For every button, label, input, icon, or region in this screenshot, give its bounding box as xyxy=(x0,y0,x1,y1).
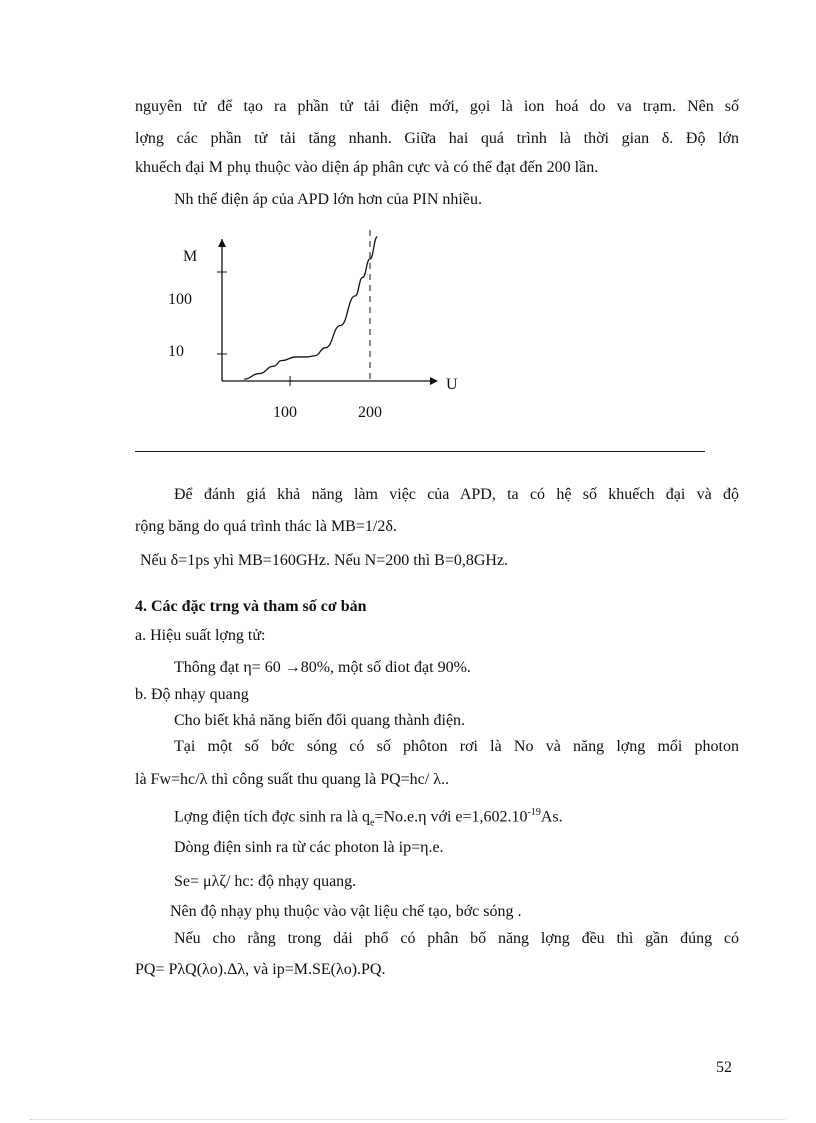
item-a-value: Thông đạt η= 60 →80%, một số diot đạt 90%. xyxy=(174,659,471,676)
charge-line xyxy=(174,803,563,834)
dependence-line: Nên độ nhạy phụ thuộc vào vật liệu chế tạo, bớc sóng . xyxy=(170,903,522,920)
approx-line-1: Nếu cho rằng trong dải phổ có phân bố năng lợng đều thì gần đúng có xyxy=(174,930,739,947)
mb-line-1: Để đánh giá khả năng làm việc của APD, ta có hệ số khuếch đại và độ xyxy=(174,486,739,503)
y-tick-label: 10 xyxy=(168,343,184,360)
y-axis-arrow xyxy=(218,239,226,247)
item-b-line-1: Cho biết khả năng biến đổi quang thành điện. xyxy=(174,712,466,729)
charge-mid: =No.e.η với e=1,602.10 xyxy=(374,808,528,826)
x-tick-label: 200 xyxy=(358,404,382,421)
intro-line-1: nguyên tử để tạo ra phần tử tải điện mới, gọi là ion hoá do va trạm. Nên số xyxy=(135,98,739,115)
charge-post: As. xyxy=(540,808,563,826)
x-tick-label: 100 xyxy=(273,404,297,421)
section-heading: 4. Các đặc trng và tham số cơ bản xyxy=(135,598,367,615)
y-tick-label: 100 xyxy=(168,291,192,308)
sensitivity-line: Se= μλζ/ hc: độ nhạy quang. xyxy=(174,873,357,890)
y-axis-label: M xyxy=(183,248,198,265)
footer-dotted-line xyxy=(30,1119,786,1120)
x-axis-label: U xyxy=(446,376,458,393)
current-line: Dòng điện sinh ra từ các photon là ip=η.e. xyxy=(174,839,444,856)
mb-example: Nếu δ=1ps yhì MB=160GHz. Nếu N=200 thì B=0,8GHz. xyxy=(140,552,509,569)
intro-line-3: khuếch đại M phụ thuộc vào diện áp phân cực và có thể đạt đến 200 lần. xyxy=(135,159,599,176)
intro-line-4: Nh thế điện áp của APD lớn hơn của PIN nhiều. xyxy=(174,191,482,208)
page-number: 52 xyxy=(716,1059,732,1076)
gain-voltage-chart xyxy=(0,225,816,455)
item-a-label: a. Hiệu suất lợng tử: xyxy=(135,627,266,644)
mb-line-2: rộng băng do quá trình thác là MB=1/2δ. xyxy=(135,518,397,535)
gain-curve xyxy=(244,237,377,379)
x-axis-arrow xyxy=(430,377,438,385)
item-b-line-2b: là Fw=hc/λ thì công suất thu quang là PQ=hc/ λ.. xyxy=(135,771,449,788)
charge-sub: e xyxy=(369,817,375,829)
intro-line-2: lợng các phần tử tải tăng nhanh. Giữa hai quá trình là thời gian δ. Độ lớn xyxy=(135,130,739,147)
approx-line-2: PQ= PλQ(λo).Δλ, và ip=M.SE(λo).PQ. xyxy=(135,961,386,978)
charge-sup: -19 xyxy=(527,807,541,818)
section-divider xyxy=(135,451,705,452)
charge-pre: Lợng điện tích đợc sinh ra là q xyxy=(174,808,370,826)
item-b-line-2a: Tại một số bớc sóng có số phôton rơi là No và năng lợng mổi photon xyxy=(174,738,739,755)
item-b-label: b. Độ nhạy quang xyxy=(135,686,249,703)
